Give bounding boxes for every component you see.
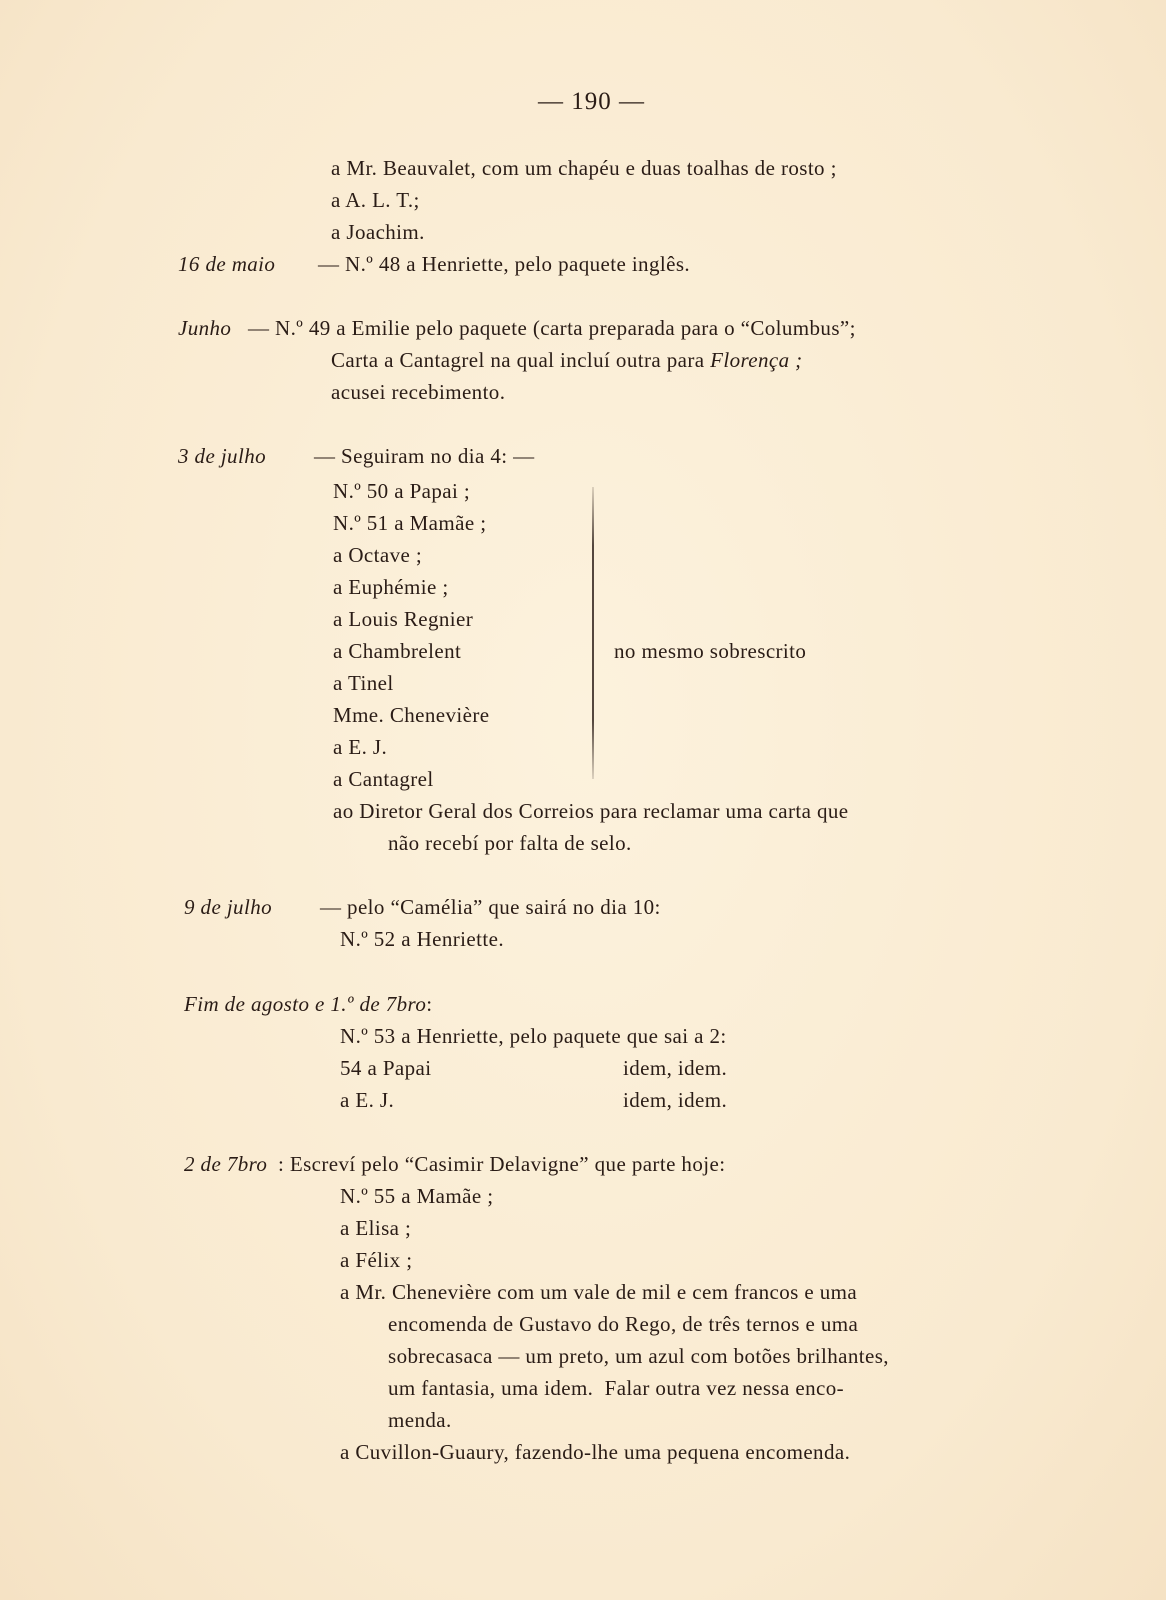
text-line: a Joachim.	[331, 220, 425, 244]
text-line: — pelo “Camélia” que sairá no dia 10:	[320, 895, 661, 919]
entry-date-line	[184, 990, 433, 1018]
list-item: a Louis Regnier	[333, 607, 474, 631]
text-line: : Escreví pelo “Casimir Delavigne” que parte hoje:	[278, 1152, 726, 1176]
text-line: sobrecasaca — um preto, um azul com botões brilhantes,	[388, 1344, 889, 1368]
text-line: não recebí por falta de selo.	[388, 831, 632, 855]
text-line	[331, 346, 803, 374]
list-item-note: idem, idem.	[623, 1088, 728, 1112]
list-item: a Tinel	[333, 671, 394, 695]
text-span: Carta a Cantagrel na qual incluí outra para	[331, 348, 711, 372]
page-number: — 190 —	[538, 88, 645, 115]
bracket-line	[592, 487, 594, 779]
list-item: Mme. Chenevière	[333, 703, 490, 727]
list-item: a Cantagrel	[333, 767, 434, 791]
entry-date: 3 de julho	[178, 444, 266, 468]
list-item: N.º 55 a Mamãe ;	[340, 1184, 494, 1208]
list-item: a Octave ;	[333, 543, 423, 567]
list-item: a Elisa ;	[340, 1216, 412, 1240]
text-span: :	[426, 992, 433, 1016]
list-item: N.º 50 a Papai ;	[333, 479, 471, 503]
list-item: a Chambrelent	[333, 639, 462, 663]
text-line: a A. L. T.;	[331, 188, 420, 212]
list-item: N.º 52 a Henriette.	[340, 927, 504, 951]
list-item: a E. J.	[340, 1088, 395, 1112]
text-line: encomenda de Gustavo do Rego, de três ternos e uma	[388, 1312, 859, 1336]
entry-date: 16 de maio	[178, 252, 276, 276]
text-line: a Mr. Beauvalet, com um chapéu e duas toalhas de rosto ;	[331, 156, 837, 180]
entry-date: Junho	[178, 316, 232, 340]
list-item-note: idem, idem.	[623, 1056, 728, 1080]
place-name: Florença ;	[710, 348, 803, 372]
entry-date: 9 de julho	[184, 895, 272, 919]
list-item: N.º 53 a Henriette, pelo paquete que sai a 2:	[340, 1024, 727, 1048]
text-line: menda.	[388, 1408, 452, 1432]
entry-date: Fim de agosto e 1.º de 7bro	[184, 992, 427, 1016]
bracket-note: no mesmo sobrescrito	[614, 639, 807, 663]
text-line: — Seguiram no dia 4: —	[314, 444, 535, 468]
list-item: N.º 51 a Mamãe ;	[333, 511, 487, 535]
list-item: a Félix ;	[340, 1248, 413, 1272]
text-line: um fantasia, uma idem. Falar outra vez nessa enco-	[388, 1376, 844, 1400]
list-item: a Euphémie ;	[333, 575, 449, 599]
text-line: — N.º 49 a Emilie pelo paquete (carta preparada para o “Columbus”;	[248, 316, 856, 340]
list-item: a E. J.	[333, 735, 388, 759]
text-line: — N.º 48 a Henriette, pelo paquete inglês.	[318, 252, 691, 276]
text-line: ao Diretor Geral dos Correios para reclamar uma carta que	[333, 799, 849, 823]
entry-date: 2 de 7bro	[184, 1152, 268, 1176]
text-line: a Mr. Chenevière com um vale de mil e cem francos e uma	[340, 1280, 858, 1304]
text-line: a Cuvillon-Guaury, fazendo-lhe uma pequena encomenda.	[340, 1440, 851, 1464]
list-item: 54 a Papai	[340, 1056, 432, 1080]
text-line: acusei recebimento.	[331, 380, 506, 404]
